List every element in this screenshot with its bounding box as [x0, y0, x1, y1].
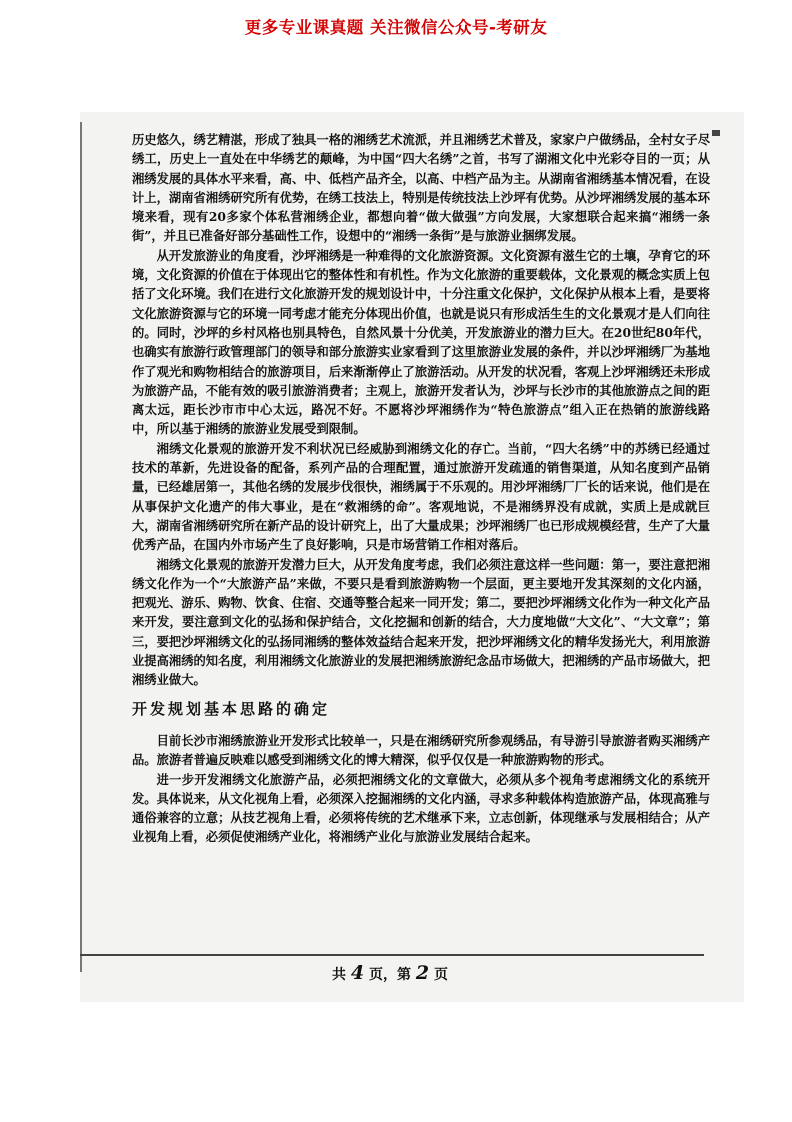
paragraph-current-situation: 目前长沙市湘绣旅游业开发形式比较单一，只是在湘绣研究所参观绣品，有导游引导旅游者购买湘绣产品。旅游者普遍反映难以感受到湘绣文化的博大精深，似乎仅仅是一种旅游购物的形式。 [132, 732, 710, 768]
paragraph-further-development: 进一步开发湘绣文化旅游产品，必须把湘绣文化的文章做大，必须从多个视角考虑湘绣文化的系统开发。具体说来，从文化视角上看，必须深入挖掘湘绣的文化内涵，寻求多种载体构造旅游产品，体现高雅与通俗兼容的立意；从技艺视角上看，必须将传统的艺术继承下来，立志创新，体现继承与发展相结合；从产业视角上看，必须促使湘绣产业化，将湘绣产业化与旅游业发展结合起来。 [132, 771, 710, 845]
paragraph-unfavorable-status: 湘绣文化景观的旅游开发不利状况已经威胁到湘绣文化的存亡。当前，“四大名绣”中的苏绣已经通过技术的革新，先进设备的配备，系列产品的合理配置，通过旅游开发疏通的销售渠道，从知名度到产品销量，已经雄居第一，其他名绣的发展步伐很快，湘绣属于不乐观的。用沙坪湘绣厂厂长的话来说，他们是在从事保护文化遗产的伟大事业，是在“救湘绣的命”。客观地说，不是湘绣界没有成就，实质上是成就巨大，湖南省湘绣研究所在新产品的设计研究上，出了大量成果；沙坪湘绣厂也已形成规模经营，生产了大量优秀产品，在国内外市场产生了良好影响，只是市场营销工作相对落后。 [132, 440, 710, 553]
footer-rule [80, 954, 704, 956]
page-edge-line [80, 122, 82, 972]
page-suffix: 页 [433, 967, 448, 983]
scanned-page [80, 112, 744, 1002]
paragraph-tourism-perspective: 从开发旅游业的角度看，沙坪湘绣是一种难得的文化旅游资源。文化资源有滋生它的土壤，孕育它的环境，文化资源的价值在于体现出它的整体性和有机性。作为文化旅游的重要载体，文化景观的概念实质上包括了文化环境。我们在进行文化旅游开发的规划设计中，十分注重文化保护，文化保护从根本上看，是要将文化旅游资源与它的环境一同考虑才能充分体现出价值，也就是说只有形成活生生的文化景观才是人们向往的。同时，沙坪的乡村风格也别具特色，自然风景十分优美，开发旅游业的潜力巨大。在20世纪80年代，也确实有旅游行政管理部门的领导和部分旅游实业家看到了这里旅游业发展的条件，并以沙坪湘绣厂为基地作了观光和购物相结合的旅游项目，后来渐渐停止了旅游活动。从开发的状况看，客观上沙坪湘绣还未形成为旅游产品，不能有效的吸引旅游消费者；主观上，旅游开发者认为，沙坪与长沙市的其他旅游点之间的距离太远，距长沙市市中心太远，路况不好。不愿将沙坪湘绣作为“特色旅游点”组入正在热销的旅游线路中，所以基于湘绣的旅游业发展受到限制。 [132, 247, 710, 437]
document-body [132, 130, 710, 847]
scan-mark [712, 130, 720, 136]
paragraph-development-potential: 湘绣文化景观的旅游开发潜力巨大，从开发角度考虑，我们必须注意这样一些问题：第一，要注意把湘绣文化作为一个“大旅游产品”来做，不要只是看到旅游购物一个层面，更主要地开发其深刻的文化内涵，把观光、游乐、购物、饮食、住宿、交通等整合起来一同开发；第二，要把沙坪湘绣文化作为一种文化产品来开发，要注意到文化的弘扬和保护结合，文化挖掘和创新的结合，大力度地做“大文化”、“大文章”；第三，要把沙坪湘绣文化的弘扬同湘绣的整体效益结合起来开发，把沙坪湘绣文化的精华发扬光大，利用旅游业提高湘绣的知名度，利用湘绣文化旅游业的发展把湘绣旅游纪念品市场做大，把湘绣的产品市场做大，把湘绣业做大。 [132, 556, 710, 688]
section-heading: 开发规划基本思路的确定 [132, 699, 331, 718]
page-prefix: 共 [332, 967, 347, 983]
page-counter [80, 962, 700, 984]
paragraph-history: 历史悠久，绣艺精湛，形成了独具一格的湘绣艺术流派，并且湘绣艺术普及，家家户户做绣品，全村女子尽绣工，历史上一直处在中华绣艺的颠峰，为中国“四大名绣”之首，书写了湖湘文化中光彩夺目的一页；从湘绣发展的具体水平来看，高、中、低档产品齐全，以高、中档产品为主。从湖南省湘绣基本情况看，在设计上，湖南省湘绣研究所有优势，在绣工技法上，特别是传统技法上沙坪有优势。从沙坪湘绣发展的基本环境来看，现有20多家个体私营湘绣企业，都想向着“做大做强”方向发展，大家想联合起来搞“湘绣一条街”，并且已准备好部分基础性工作，设想中的“湘绣一条街”是与旅游业捆绑发展。 [132, 132, 710, 244]
current-page: 2 [415, 962, 430, 984]
promo-banner: 更多专业课真题 关注微信公众号-考研友 [244, 18, 548, 37]
page-middle: 页，第 [369, 967, 411, 983]
total-pages: 4 [350, 962, 365, 984]
